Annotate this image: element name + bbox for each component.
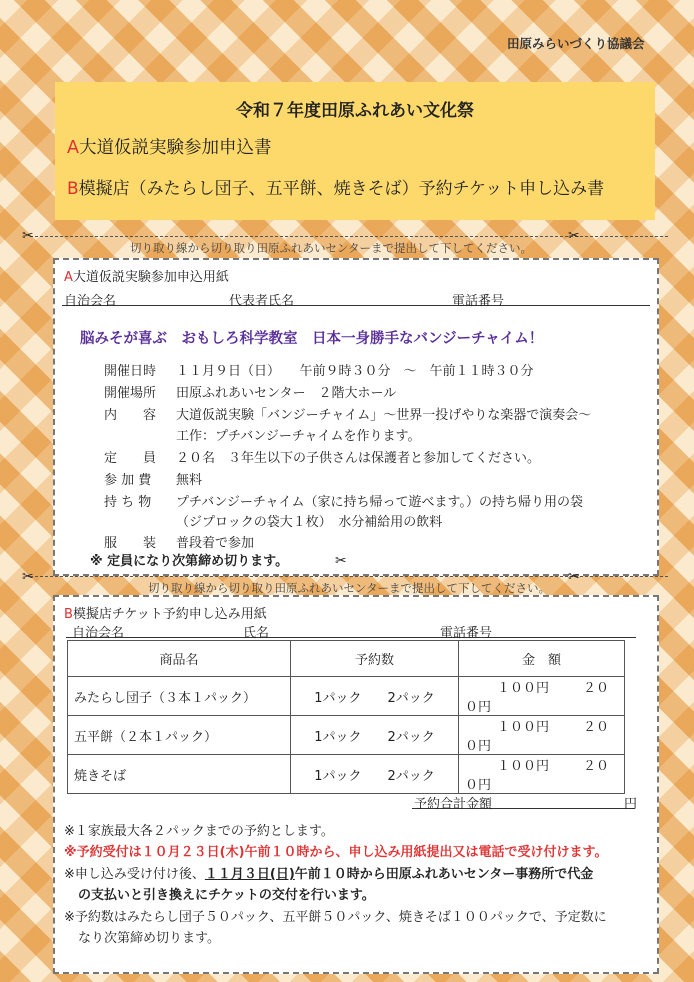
detail-row: [104, 469, 202, 488]
qty-cell: [291, 716, 459, 755]
scissors-icon: ✂: [568, 228, 580, 244]
phone-label: 電話番号: [440, 626, 493, 641]
subtitle-a-text: 大道仮説実験参加申込書: [78, 138, 272, 158]
detail-value: 田原ふれあいセンター ２階大ホール: [176, 386, 397, 401]
section-a-field-underline: [62, 305, 650, 306]
event-headline: 脳みそが喜ぶ おもしろ科学教室 日本一身勝手なバンジーチャイム！: [80, 331, 544, 347]
qty-cell: [291, 755, 459, 794]
section-a-title-text: 大道仮説実験参加申込用紙: [72, 270, 229, 285]
price-1: １００円: [497, 681, 550, 696]
price-2: ２００円: [465, 681, 610, 715]
price-cell: [459, 716, 625, 755]
section-b-title: [64, 603, 267, 622]
organization-name: 田原みらいづくり協議会: [507, 36, 645, 51]
detail-label: 開催場所: [104, 386, 157, 401]
qty-option-1[interactable]: 1パック: [314, 729, 362, 745]
price-2: ２００円: [465, 759, 610, 793]
price-1: １００円: [497, 720, 550, 735]
header-qty: 予約数: [291, 641, 459, 677]
phone-label: 電話番号: [452, 294, 505, 309]
detail-value: 無料: [176, 473, 203, 488]
name-label: 氏名: [243, 626, 270, 641]
detail-row: [104, 447, 540, 466]
detail-row: [104, 382, 396, 401]
detail-label: 定 員: [104, 451, 157, 466]
assoc-label: 自治会名: [72, 626, 125, 641]
subtitle-b: [67, 174, 604, 199]
detail-label: 内 容: [104, 408, 157, 423]
section-b-title-text: 模擬店チケット予約申し込み用紙: [72, 607, 267, 622]
capacity-notice: ※ 定員になり次第締め切ります。: [90, 554, 289, 569]
detail-label: 持 ち 物: [104, 495, 152, 510]
price-cell: [459, 677, 625, 716]
table-row: [68, 677, 625, 716]
title-banner: [55, 82, 655, 220]
item-name: 焼きそば: [68, 755, 291, 794]
total-label: 予約合計金額: [414, 797, 493, 812]
detail-label: 参 加 費: [104, 473, 152, 488]
scissors-icon: ✂: [335, 553, 347, 569]
table-header-row: [68, 641, 625, 677]
detail-value: 大道仮説実験「バンジーチャイム」～世界一投げやりな楽器で演奏会～: [176, 408, 592, 423]
section-b-letter: B: [64, 607, 73, 622]
order-table: [67, 640, 625, 794]
detail-value: １１月９日（日） 午前９時３０分 ～ 午前１１時３０分: [176, 364, 534, 379]
price-2: ２００円: [465, 720, 610, 754]
scissors-icon: ✂: [22, 228, 34, 244]
header-price: 金 額: [459, 641, 625, 677]
detail-value: 普段着で参加: [176, 536, 255, 551]
detail-row: [104, 532, 254, 551]
representative-label: 代表者氏名: [229, 294, 295, 309]
qty-option-2[interactable]: 2パック: [387, 729, 435, 745]
item-name: みたらし団子（３本１パック）: [68, 677, 291, 716]
note-2-text: 予約受付は１０月２３日(木)午前１０時から、申し込み用紙提出又は電話で受け付けます。: [76, 845, 608, 860]
item-name: 五平餅（２本１パック）: [68, 716, 291, 755]
qty-cell: [291, 677, 459, 716]
scissors-icon: ✂: [22, 569, 34, 585]
note-3-date: １１月３日(日): [204, 867, 295, 882]
note-1: ※１家族最大各２パックまでの予約とします。: [64, 824, 334, 839]
qty-option-1[interactable]: 1パック: [314, 768, 362, 784]
section-a-title: [64, 266, 229, 285]
detail-value: ２０名 ３年生以下の子供さんは保護者と参加してください。: [176, 451, 541, 466]
qty-option-1[interactable]: 1パック: [314, 690, 362, 706]
detail-row: [104, 425, 420, 444]
note-4-line2: なり次第締め切ります。: [78, 931, 220, 946]
note-3-post: 午前１０時から田原ふれあいセンター事務所で代金: [294, 867, 594, 882]
price-1: １００円: [497, 759, 550, 774]
assoc-label: 自治会名: [64, 294, 117, 309]
detail-row: [104, 404, 591, 423]
detail-row: [104, 511, 442, 530]
scissors-icon: ✂: [568, 569, 580, 585]
table-row: [68, 716, 625, 755]
detail-label: 服 装: [104, 536, 157, 551]
section-b-field-underline: [66, 637, 636, 638]
note-3-pre: ※申し込み受け付け後、: [64, 867, 205, 882]
note-3-line2: の支払いと引き換えにチケットの交付を行います。: [78, 888, 375, 903]
table-row: [68, 755, 625, 794]
detail-label: 開催日時: [104, 364, 157, 379]
subtitle-a: [67, 134, 271, 159]
subtitle-b-text: 模擬店（みたらし団子、五平餅、焼きそば）予約チケット申し込み書: [78, 179, 605, 199]
qty-option-2[interactable]: 2パック: [387, 768, 435, 784]
detail-row: [104, 491, 583, 510]
section-a-letter: A: [64, 270, 73, 285]
header-item: 商品名: [68, 641, 291, 677]
detail-value: （ジプロックの袋大１枚） 水分補給用の飲料: [176, 515, 443, 530]
total-unit: 円: [624, 797, 638, 812]
event-title: 令和７年度田原ふれあい文化祭: [236, 101, 474, 121]
price-cell: [459, 755, 625, 794]
cut-instruction: 切り取り線から切り取り田原ふれあいセンターまで提出して下してください。: [130, 241, 533, 255]
detail-value: プチバンジーチャイム（家に持ち帰って遊べます。）の持ち帰り用の袋: [176, 495, 583, 510]
qty-option-2[interactable]: 2パック: [387, 690, 435, 706]
cut-instruction: 切り取り線から切り取り田原ふれあいセンターまで提出して下してください。: [148, 581, 551, 595]
note-3: [64, 863, 593, 882]
note-4-line1: ※予約数はみたらし団子５０パック、五平餅５０パック、焼きそば１００パックで、予定数に: [64, 910, 607, 925]
note-2-mark: ※: [64, 845, 77, 860]
subtitle-b-letter: B: [67, 179, 79, 199]
subtitle-a-letter: A: [67, 138, 79, 158]
detail-row: [104, 360, 534, 379]
note-2: [64, 841, 607, 860]
detail-value: 工作：プチバンジーチャイムを作ります。: [176, 429, 421, 444]
